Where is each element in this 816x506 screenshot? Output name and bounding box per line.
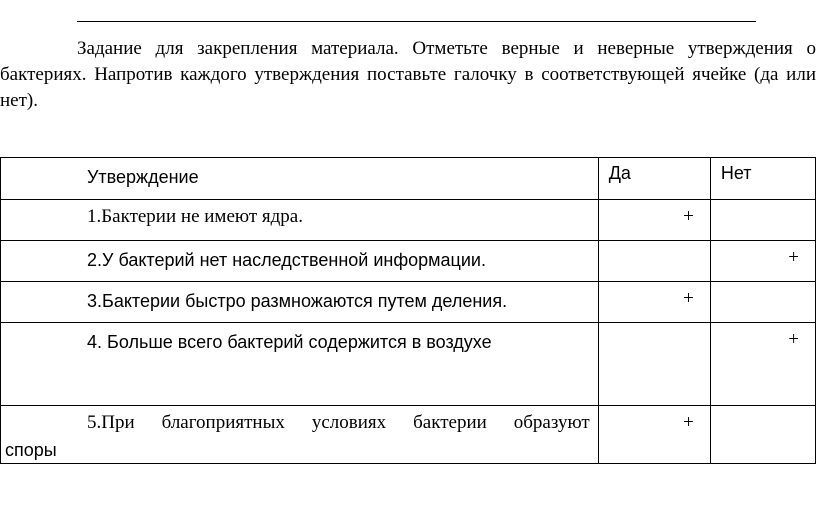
table-row	[1, 200, 816, 241]
yes-cell[interactable]	[598, 282, 710, 323]
task-instructions-text: Задание для закрепления материала. Отметьте верные и неверные утверждения о бактериях. Напротив каждого утверждения поставьте галочку в соответствующей ячейке (да или нет).	[0, 38, 816, 111]
statement-text: 3.Бактерии быстро размножаются путем деления.	[87, 291, 508, 311]
statement-text: 1.Бактерии не имеют ядра.	[87, 206, 303, 227]
header-no-cell	[710, 158, 815, 200]
statement-text: 4. Больше всего бактерий содержится в воздухе	[87, 332, 492, 352]
no-mark	[711, 200, 815, 206]
no-mark	[711, 406, 815, 412]
statements-table	[0, 157, 816, 464]
header-yes-cell	[598, 158, 710, 200]
yes-cell[interactable]	[598, 241, 710, 282]
no-mark: +	[788, 329, 799, 350]
header-statement: Утверждение	[87, 167, 199, 187]
table-row	[1, 282, 816, 323]
no-cell[interactable]	[710, 323, 815, 406]
yes-cell[interactable]	[598, 323, 710, 406]
yes-cell[interactable]	[598, 406, 710, 464]
statement-cell	[1, 406, 599, 464]
statement-cell	[1, 282, 599, 323]
statement-text-continued: споры	[5, 440, 57, 460]
no-mark: +	[788, 247, 799, 268]
header-yes: Да	[608, 163, 631, 183]
statement-cell	[1, 323, 599, 406]
task-instructions	[0, 36, 816, 114]
statement-cell	[1, 200, 599, 241]
no-cell[interactable]	[710, 282, 815, 323]
no-mark	[711, 282, 815, 288]
statement-text: 5.При благоприятных условиях бактерии образуют	[87, 412, 590, 433]
header-no: Нет	[720, 163, 752, 183]
yes-cell[interactable]	[598, 200, 710, 241]
header-statement-cell	[1, 158, 599, 200]
top-rule	[77, 21, 756, 22]
yes-mark: +	[683, 288, 694, 309]
table-row	[1, 323, 816, 406]
statement-text: 2.У бактерий нет наследственной информации.	[87, 250, 486, 270]
yes-mark: +	[683, 412, 694, 433]
no-cell[interactable]	[710, 406, 815, 464]
no-cell[interactable]	[710, 200, 815, 241]
table-row	[1, 241, 816, 282]
yes-mark	[599, 323, 710, 329]
yes-mark	[599, 241, 710, 247]
yes-mark: +	[683, 206, 694, 227]
statement-cell	[1, 241, 599, 282]
no-cell[interactable]	[710, 241, 815, 282]
table-header-row	[1, 158, 816, 200]
table-row	[1, 406, 816, 464]
